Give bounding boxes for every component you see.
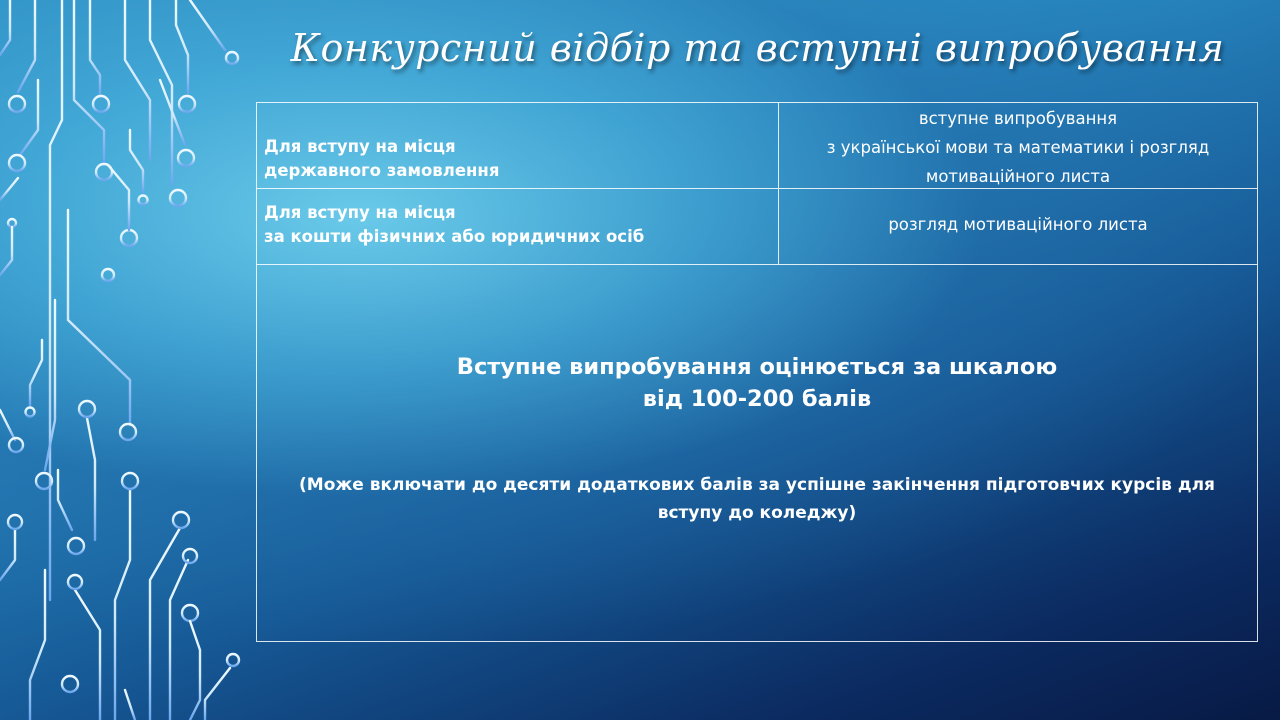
note-line: (Може включати до десяти додаткових балів за успішне закінчення підготовчих курсів для xyxy=(299,475,1215,495)
note-line: вступу до коледжу) xyxy=(657,503,857,523)
table-row-paid-places xyxy=(257,189,1257,265)
circuit-decoration xyxy=(0,0,260,720)
slide-title: Конкурсний відбір та вступні випробування xyxy=(290,26,1225,70)
cell-text-line: за кошти фізичних або юридичних осіб xyxy=(264,227,645,246)
admission-table xyxy=(256,102,1258,642)
cell-text-line: державного замовлення xyxy=(264,161,500,180)
cell-text-line: розгляд мотиваційного листа xyxy=(888,215,1148,234)
score-scale-text xyxy=(257,351,1257,415)
score-info-cell xyxy=(257,265,1257,641)
table-cell-requirement xyxy=(779,103,1257,189)
cell-text-line: вступне випробування xyxy=(918,109,1118,128)
cell-text-line: з української мови та математики і розгляд xyxy=(826,138,1210,157)
cell-text-line: Для вступу на місця xyxy=(264,203,456,222)
score-line: Вступне випробування оцінюється за шкалою xyxy=(456,354,1058,380)
table-row-state-order xyxy=(257,103,1257,189)
cell-text-line: Для вступу на місця xyxy=(264,137,456,156)
table-cell-category xyxy=(257,189,779,264)
bonus-points-note xyxy=(267,471,1247,527)
table-cell-category xyxy=(257,103,779,188)
score-line: від 100-200 балів xyxy=(642,386,872,412)
cell-text-line: мотиваційного листа xyxy=(925,167,1111,186)
